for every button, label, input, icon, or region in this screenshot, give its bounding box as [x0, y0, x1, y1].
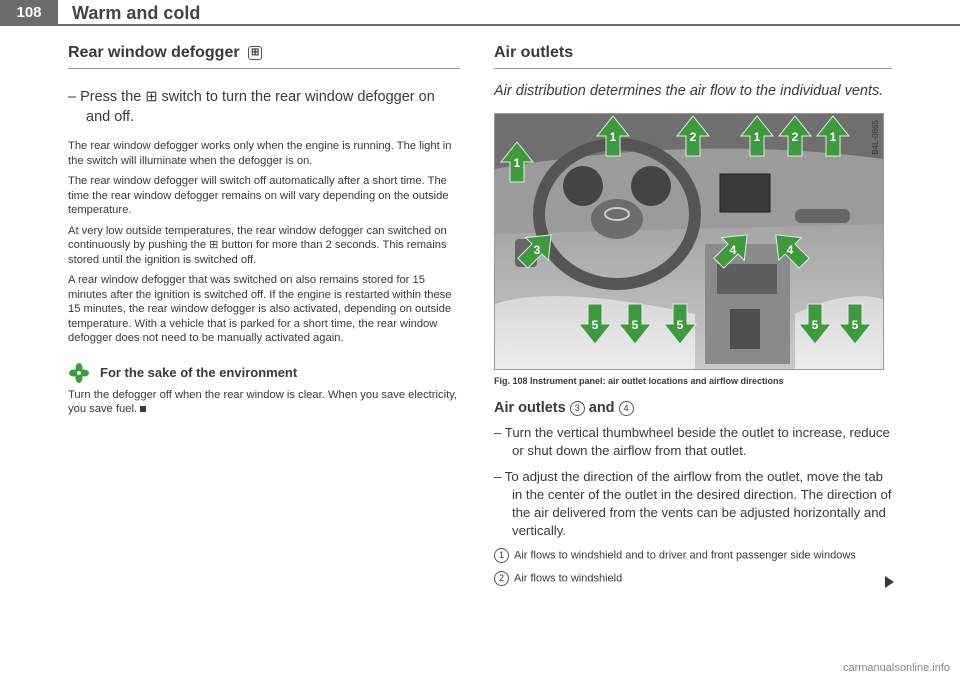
legend-text: Air flows to windshield [514, 572, 623, 585]
airflow-arrow-label: 5 [811, 318, 819, 332]
paragraph: A rear window defogger that was switched on also remains stored for 15 minutes after the ignition is switched off. If the engine is restarted within these 15 minutes, the rear window defogger is also activated, depending on outside temperature. With a vehicle that is parked for a short time, the rear window defogger does not need to be manually activated again. [68, 274, 452, 344]
airflow-arrow-label: 1 [609, 130, 617, 144]
airflow-arrow-label: 1 [513, 156, 521, 170]
outlet-number-badge: 3 [570, 401, 585, 416]
paragraph: The rear window defogger works only when the engine is running. The light in the switch will illuminate when the defogger is on. [68, 140, 452, 167]
airflow-arrow-label: 2 [689, 130, 697, 144]
subheading-and: and [588, 400, 615, 416]
figure-caption: Fig. 108 Instrument panel: air outlet locations and airflow directions [494, 376, 784, 386]
instruction-text: Turn the vertical thumbwheel beside the outlet to increase, reduce or shut down the airflow from that outlet. [504, 425, 890, 458]
instruction-text: Press the ⊞ switch to turn the rear window defogger on and off. [80, 89, 435, 125]
section-title-text: Rear window defogger [68, 44, 240, 61]
paragraph: The rear window defogger will switch off automatically after a short time. The time the rear window defogger remains on will vary depending on the outside temperature. [68, 175, 449, 216]
airflow-arrow-label: 2 [791, 130, 799, 144]
environment-note-title: For the sake of the environment [100, 365, 298, 380]
figure-code: B4L-0865 [871, 120, 880, 155]
airflow-arrow-label: 5 [676, 318, 684, 332]
environment-note-body: Turn the defogger off when the rear window is clear. When you save electricity, you save fuel. [68, 388, 458, 415]
instruction-step: – Press the ⊞ switch to turn the rear window defogger on and off. [68, 89, 435, 125]
airflow-arrow-label: 1 [829, 130, 837, 144]
airflow-arrow-label: 5 [591, 318, 599, 332]
right-column [494, 44, 892, 586]
end-marker-icon [140, 406, 146, 412]
legend-number-badge: 1 [494, 548, 509, 563]
outlet-number-badge: 4 [619, 401, 634, 416]
airflow-arrows [495, 114, 883, 369]
airflow-arrow-label: 1 [753, 130, 761, 144]
page-number: 108 [0, 0, 58, 26]
chapter-title: Warm and cold [72, 3, 201, 23]
subheading-text: Air outlets [494, 400, 566, 416]
airflow-arrow-label: 4 [729, 243, 737, 257]
instrument-panel-figure [494, 113, 884, 370]
section-intro: Air distribution determines the air flow to the individual vents. [494, 83, 884, 99]
instruction-step: – To adjust the direction of the airflow from the outlet, move the tab in the center of the outlet in the desired direction. The direction of the air delivered from the vents can be adjusted horizontally and vertically. [494, 469, 892, 538]
airflow-arrow-label: 4 [786, 243, 794, 257]
airflow-arrow-label: 3 [533, 243, 541, 257]
subheading-air-outlets [494, 400, 892, 416]
section-title-defogger [68, 44, 460, 69]
continue-arrow-icon [885, 576, 894, 588]
environment-note-heading [68, 362, 460, 384]
left-column [68, 44, 460, 423]
airflow-arrow-label: 5 [851, 318, 859, 332]
paragraph: At very low outside temperatures, the rear window defogger can switched on continuously by pushing the ⊞ button for more than 2 seconds. This remains stored until the ignition is switched off. [68, 224, 447, 266]
instruction-step: – Turn the vertical thumbwheel beside the outlet to increase, reduce or shut down the airflow from that outlet. [494, 425, 890, 458]
section-title-air-outlets: Air outlets [494, 44, 892, 69]
watermark: carmanualsonline.info [842, 662, 950, 674]
header-rule [58, 24, 960, 26]
environment-leaf-icon [68, 362, 90, 384]
defogger-symbol-icon: ⊞ [248, 46, 262, 60]
legend-item [494, 571, 892, 586]
legend-text: Air flows to windshield and to driver and front passenger side windows [514, 549, 856, 562]
legend-item [494, 548, 892, 563]
airflow-arrow-label: 5 [631, 318, 639, 332]
instruction-text: To adjust the direction of the airflow from the outlet, move the tab in the center of the outlet in the desired direction. The direction of the air delivered from the vents can be adjusted horizontally and vertically. [504, 469, 892, 538]
environment-note-text [68, 388, 460, 417]
legend-number-badge: 2 [494, 571, 509, 586]
